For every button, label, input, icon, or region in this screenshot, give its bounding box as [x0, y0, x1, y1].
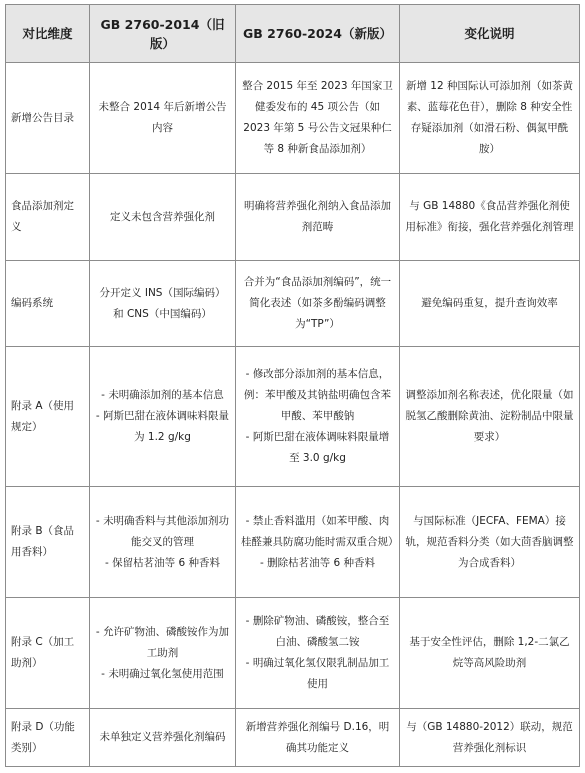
list-item: - 保留枯茗油等 6 种香料 — [95, 553, 230, 574]
new-version-cell: 合并为“食品添加剂编码”，统一简化表述（如茶多酚编码调整为“TP”） — [236, 261, 400, 347]
list-item: - 删除矿物油、磷酸铵，整合至白油、磷酸氢二铵 — [241, 611, 394, 653]
list-item: - 删除枯茗油等 6 种香料 — [241, 553, 394, 574]
table-row — [6, 174, 580, 261]
change-note-cell: 与国际标准（JECFA、FEMA）接轨，规范香料分类（如大茴香脑调整为合成香料） — [400, 487, 580, 598]
change-note-cell: 与（GB 14880-2012）联动，规范营养强化剂标识 — [400, 709, 580, 767]
dimension-cell: 新增公告目录 — [6, 63, 90, 174]
header-dimension: 对比维度 — [6, 5, 90, 63]
new-version-cell — [236, 598, 400, 709]
old-version-cell: 未单独定义营养强化剂编码 — [90, 709, 236, 767]
new-version-cell: 明确将营养强化剂纳入食品添加剂范畴 — [236, 174, 400, 261]
old-version-cell: 分开定义 INS（国际编码）和 CNS（中国编码） — [90, 261, 236, 347]
header-row — [6, 5, 580, 63]
change-note-cell: 避免编码重复，提升查询效率 — [400, 261, 580, 347]
dimension-cell: 附录 C（加工助剂） — [6, 598, 90, 709]
change-note-cell: 新增 12 种国际认可添加剂（如茶黄素、蓝莓花色苷），删除 8 种安全性存疑添加剂（如滑石粉、偶氮甲酰胺） — [400, 63, 580, 174]
list-item: - 未明确香料与其他添加剂功能交叉的管理 — [95, 511, 230, 553]
list-item: - 明确过氧化氢仅限乳制品加工使用 — [241, 653, 394, 695]
old-version-cell: 定义未包含营养强化剂 — [90, 174, 236, 261]
list-item: - 阿斯巴甜在液体调味料限量为 1.2 g/kg — [95, 406, 230, 448]
table-row — [6, 709, 580, 767]
dimension-cell: 附录 A（使用规定） — [6, 347, 90, 487]
old-version-cell — [90, 598, 236, 709]
header-change-note: 变化说明 — [400, 5, 580, 63]
table-row — [6, 63, 580, 174]
dimension-cell: 附录 B（食品用香料） — [6, 487, 90, 598]
dimension-cell: 食品添加剂定义 — [6, 174, 90, 261]
new-version-cell: 整合 2015 年至 2023 年国家卫健委发布的 45 项公告（如 2023 年第 5 号公告文冠果种仁等 8 种新食品添加剂） — [236, 63, 400, 174]
change-note-cell: 基于安全性评估，删除 1,2-二氯乙烷等高风险助剂 — [400, 598, 580, 709]
new-version-cell — [236, 487, 400, 598]
table-row — [6, 347, 580, 487]
list-item: - 阿斯巴甜在液体调味料限量增至 3.0 g/kg — [241, 427, 394, 469]
table-row — [6, 487, 580, 598]
new-version-cell — [236, 347, 400, 487]
old-version-cell — [90, 347, 236, 487]
dimension-cell: 附录 D（功能类别） — [6, 709, 90, 767]
list-item: - 未明确添加剂的基本信息 — [95, 385, 230, 406]
old-version-cell: 未整合 2014 年后新增公告内容 — [90, 63, 236, 174]
header-new-version: GB 2760-2024（新版） — [236, 5, 400, 63]
list-item: - 允许矿物油、磷酸铵作为加工助剂 — [95, 622, 230, 664]
change-note-cell: 与 GB 14880《食品营养强化剂使用标准》衔接，强化营养强化剂管理 — [400, 174, 580, 261]
header-old-version: GB 2760-2014（旧版） — [90, 5, 236, 63]
list-item: - 禁止香料滥用（如苯甲酸、肉桂醛兼具防腐功能时需双重合规） — [241, 511, 394, 553]
new-version-cell: 新增营养强化剂编号 D.16，明确其功能定义 — [236, 709, 400, 767]
comparison-table — [5, 4, 580, 767]
change-note-cell: 调整添加剂名称表述，优化限量（如脱氢乙酸删除黄油、淀粉制品中限量要求） — [400, 347, 580, 487]
table-row — [6, 261, 580, 347]
list-item: - 未明确过氧化氢使用范围 — [95, 664, 230, 685]
list-item: - 修改部分添加剂的基本信息，例：苯甲酸及其钠盐明确包含苯甲酸、苯甲酸钠 — [241, 364, 394, 427]
old-version-cell — [90, 487, 236, 598]
table-row — [6, 598, 580, 709]
dimension-cell: 编码系统 — [6, 261, 90, 347]
